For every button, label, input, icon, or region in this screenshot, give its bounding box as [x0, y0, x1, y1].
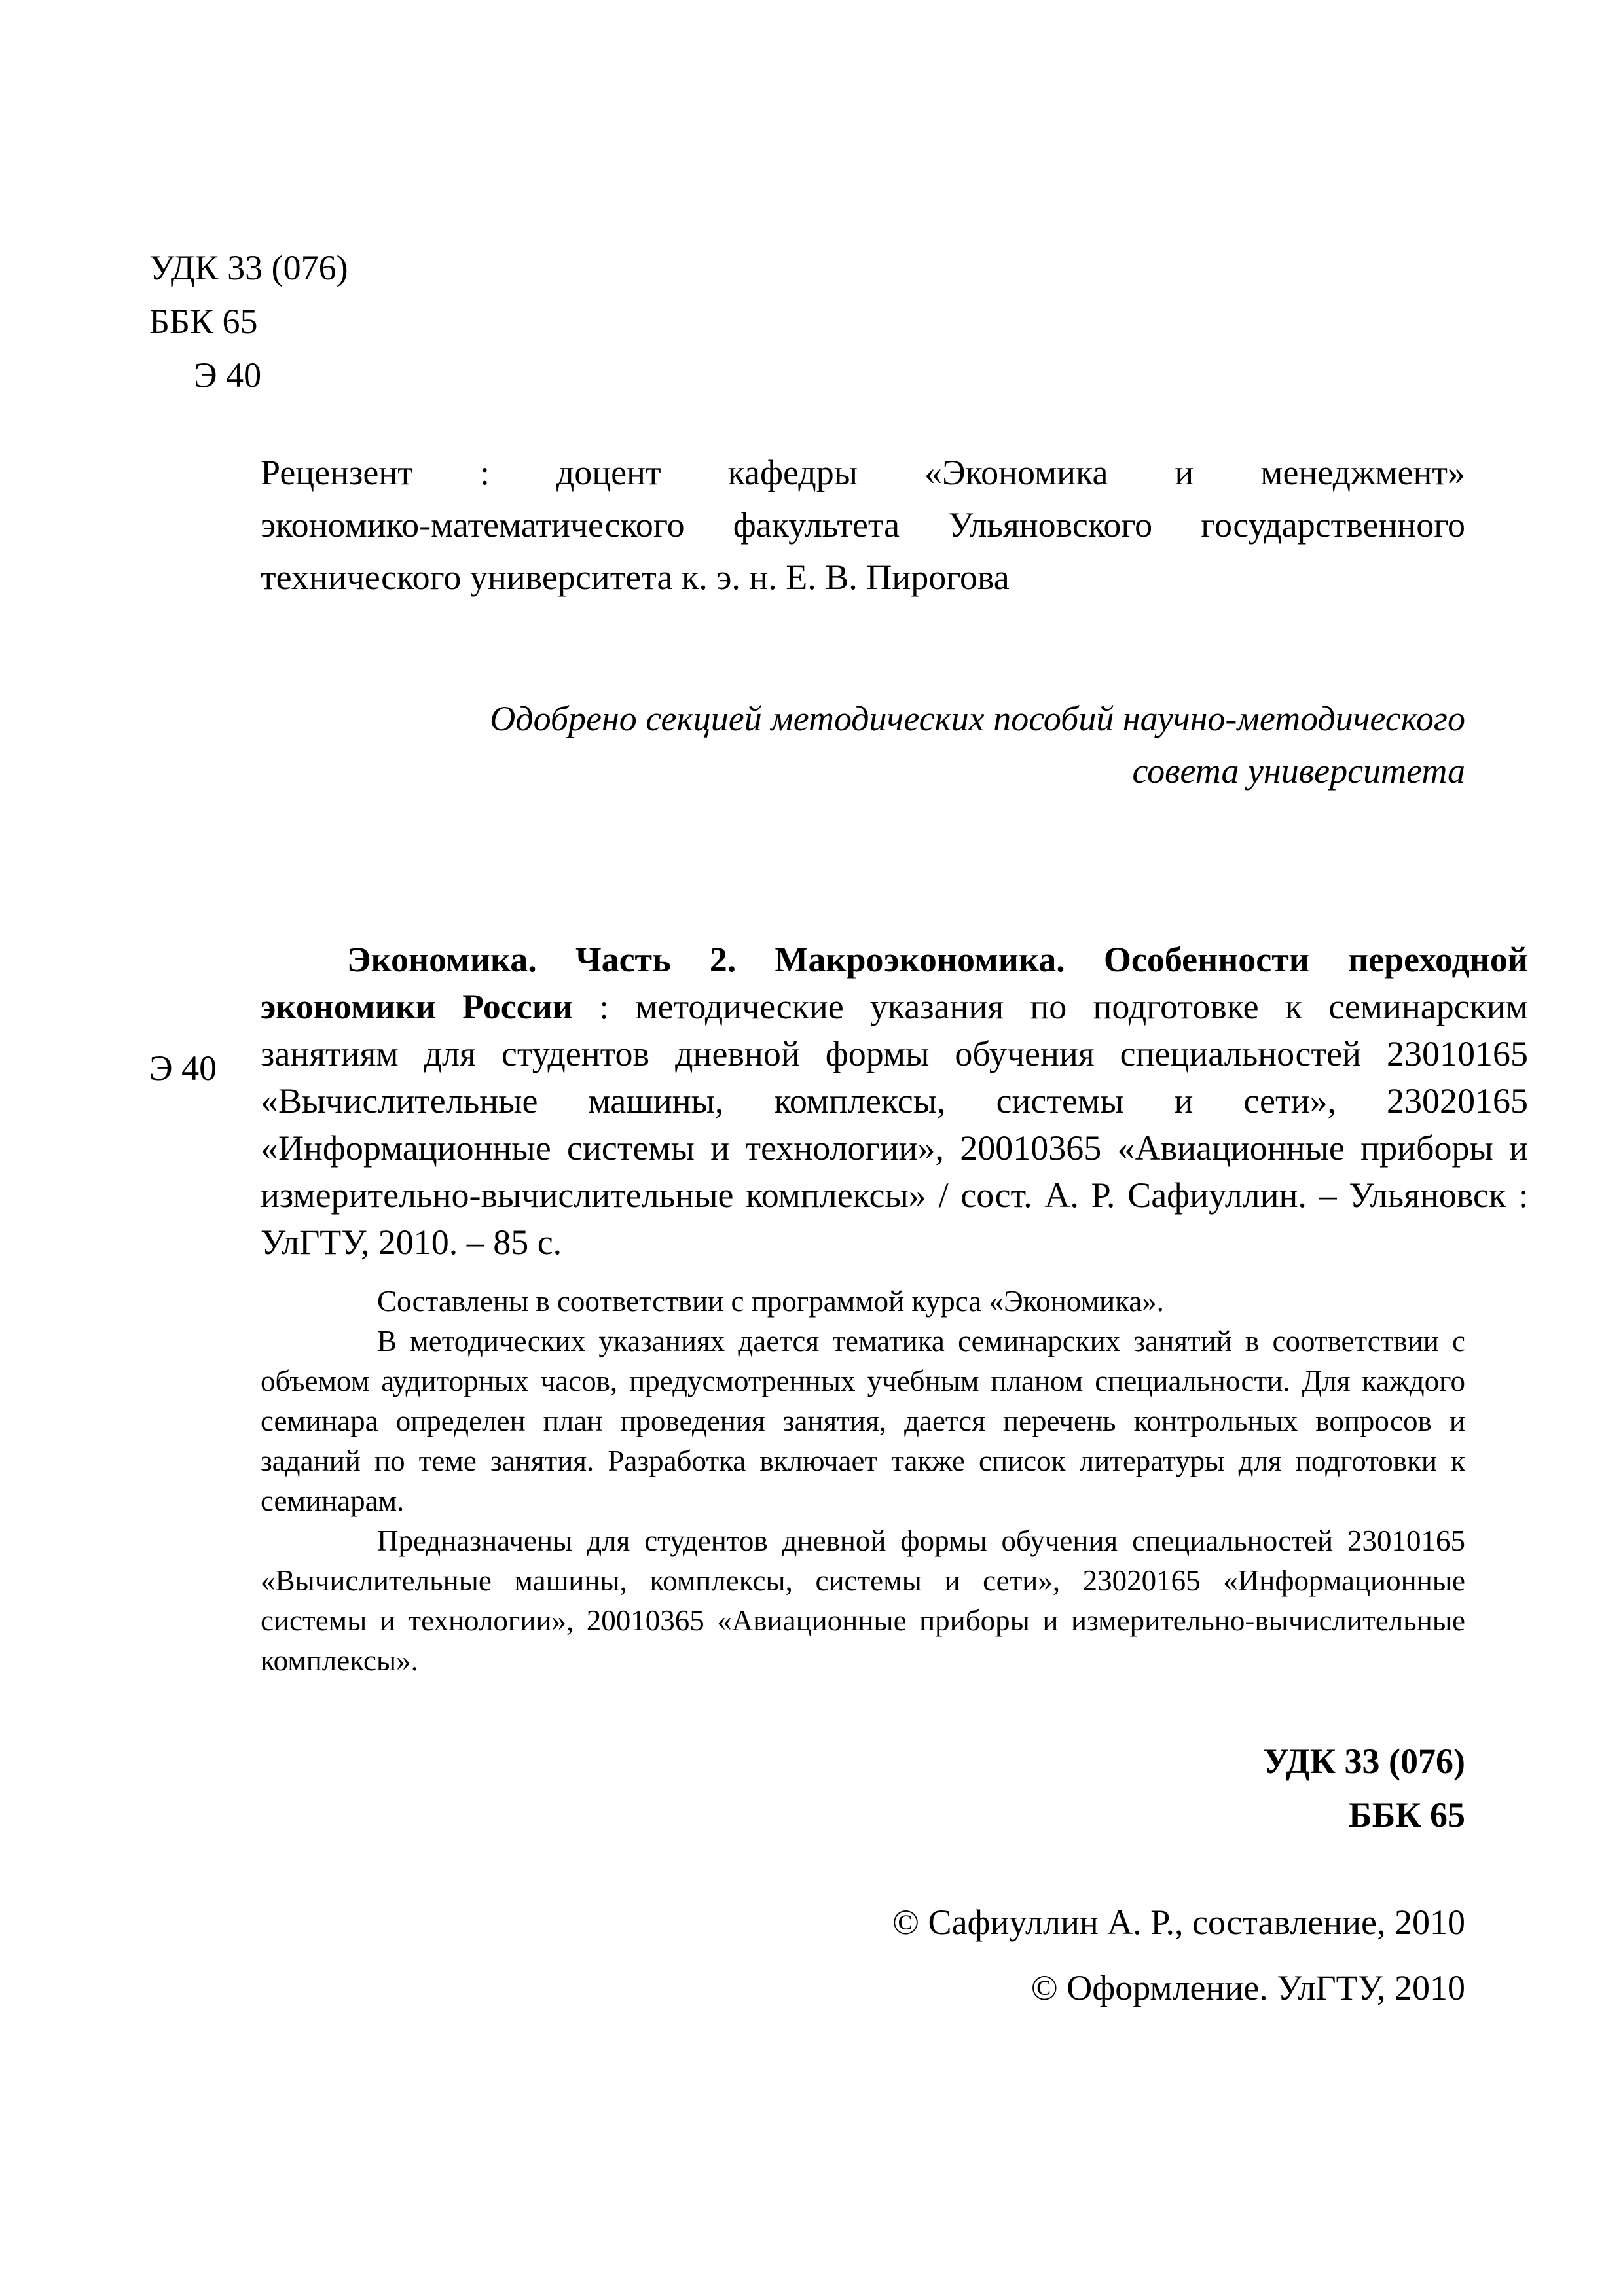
- reviewer-line-1: [261, 446, 1465, 499]
- reviewer-word: Рецензент: [261, 453, 413, 492]
- reviewer-word: «Экономика: [924, 453, 1108, 492]
- udk-code-top: УДК 33 (076): [149, 248, 348, 287]
- reviewer-word: доцент: [556, 453, 661, 492]
- bbk-code-top: ББК 65: [149, 302, 258, 341]
- reviewer-line-3: технического университета к. э. н. Е. В. Пирогова: [261, 558, 1010, 597]
- author-mark-annotation: Э 40: [149, 1049, 217, 1088]
- reviewer-line-2: [261, 499, 1465, 551]
- abstract: [261, 1282, 1465, 1681]
- copyright-compiler: © Сафиуллин А. Р., составление, 2010: [892, 1903, 1465, 1942]
- bibliographic-record-text: [261, 936, 1528, 1266]
- book-title: Экономика. Часть 2. Макроэкономика. Особенности переходной экономики России: [261, 940, 1528, 1026]
- copyright-design: © Оформление. УлГТУ, 2010: [1030, 1968, 1465, 2007]
- approval-note: [261, 692, 1465, 797]
- book-description: : методические указания по подготовке к семинарским занятиям для студентов дневной формы обучения специальностей 23010165 «Вычислительные машины, комплексы, системы и сети», 23020165 «Информационные системы и технологии», 20010365 «Авиационные приборы и измерительно-вычислительные комплексы» / сост. А. Р. Сафиуллин. – Ульяновск : УлГТУ, 2010. – 85 с.: [261, 987, 1529, 1262]
- udk-code-bottom: УДК 33 (076): [1263, 1742, 1465, 1781]
- abstract-paragraph: Составлены в соответствии с программой курса «Экономика».: [377, 1285, 1164, 1318]
- reviewer-paragraph: [261, 446, 1465, 603]
- abstract-paragraph: В методических указаниях дается тематика семинарских занятий в соответствии с объемом аудиторных часов, предусмотренных учебным планом специальности. Для каждого семинара определен план проведения занятия, дается перечень контрольных вопросов и заданий по теме занятия. Разработка включает также список литературы для подготовки к семинарам.: [261, 1325, 1465, 1517]
- bbk-code-bottom: ББК 65: [1348, 1795, 1465, 1835]
- reviewer-word: и: [1175, 453, 1194, 492]
- reviewer-word: Ульяновского: [948, 505, 1153, 545]
- reviewer-word: экономико-математического: [261, 505, 685, 545]
- reviewer-word: :: [479, 453, 490, 492]
- reviewer-word: факультета: [733, 505, 900, 545]
- bibliographic-record: [261, 936, 1528, 1266]
- reviewer-word: кафедры: [727, 453, 858, 492]
- author-mark-top: Э 40: [194, 355, 262, 395]
- approval-line-2: совета университета: [1132, 751, 1465, 791]
- reviewer-word: менеджмент»: [1260, 453, 1466, 492]
- approval-line-1: Одобрено секцией методических пособий научно-методического: [490, 699, 1465, 738]
- reviewer-word: государственного: [1201, 505, 1466, 545]
- abstract-paragraph: Предназначены для студентов дневной формы обучения специальностей 23010165 «Вычислительные машины, комплексы, системы и сети», 23020165 «Информационные системы и технологии», 20010365 «Авиационные приборы и измерительно-вычислительные комплексы».: [261, 1524, 1465, 1677]
